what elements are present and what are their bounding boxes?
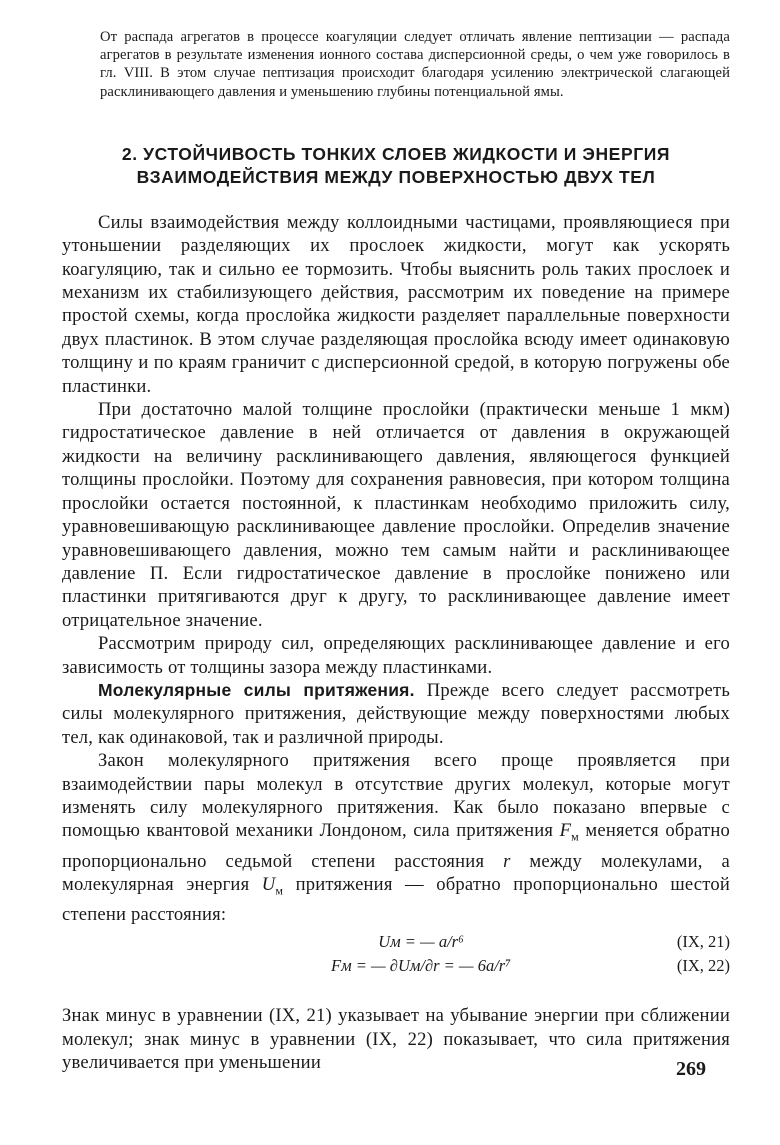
equation-formula: Fм = — ∂Uм/∂r = — 6a/r⁷ (331, 956, 511, 976)
symbol-U: U (261, 873, 276, 895)
symbol-r: r (503, 850, 511, 872)
paragraph-5-part-d: притяжения — обратно пропорционально шестой степени расстояния: (62, 873, 730, 926)
paragraph-2: При достаточно малой толщине прослойки (практически меньше 1 мкм) гидростатическое давление в ней отличается от давления в окружающей жидкости на величину расклинивающего давления, являющегося функцией толщины прослойки. Поэтому для сохранения равновесия, при котором толщина прослойки остается постоянной, к пластинкам необходимо приложить силу, уравновешивающую расклинивающее давление прослойки. Определив значение уравновешивающего давления, можно тем самым найти и расклинивающее давление П. Если гидростатическое давление в прослойке понижено или пластинки притягиваются друг к другу, то расклинивающее давление имеет отрицательное значение. (62, 399, 730, 631)
intro-note-text: От распада агрегатов в процессе коагуляции следует отличать явление пептизации — распада агрегатов в результате изменения ионного состава дисперсионной среды, о чем уже говорилось в гл. VIII. В этом случае пептизация происходит благодаря усилению электрической слагающей расклинивающего давления и уменьшению глубины потенциальной ямы. (100, 29, 730, 100)
paragraph-4 (62, 679, 730, 749)
equation-ix-21 (62, 930, 730, 954)
paragraph-4-text: Прежде всего следует рассмотреть силы молекулярного притяжения, действующие между поверхностями любых тел, как одинаковой, так и различной природы. (62, 679, 730, 748)
symbol-F: F (559, 820, 572, 842)
equation-ix-22 (62, 954, 730, 978)
symbol-U-sub: м (275, 883, 284, 898)
body-text-continued (62, 1004, 730, 1074)
paragraph-3: Рассмотрим природу сил, определяющих расклинивающее давление и его зависимость от толщины зазора между пластинками. (62, 633, 730, 678)
equation-formula: Uм = — a/r⁶ (378, 932, 464, 952)
section-heading-line2: ВЗАИМОДЕЙСТВИЯ МЕЖДУ ПОВЕРХНОСТЬЮ ДВУХ ТЕЛ (136, 166, 656, 187)
symbol-F-sub: м (571, 830, 579, 845)
intro-note (62, 28, 730, 101)
page-number: 269 (676, 1058, 706, 1080)
section-heading (62, 143, 730, 189)
paragraph-6: Знак минус в уравнении (IX, 21) указывает на убывание энергии при сближении молекул; знак минус в уравнении (IX, 22) показывает, что сила притяжения увеличивается при уменьшении (62, 1005, 730, 1074)
paragraph-5 (62, 749, 730, 926)
equations (62, 930, 730, 978)
page (62, 28, 730, 1075)
equation-number: (IX, 22) (676, 956, 730, 976)
paragraph-1: Силы взаимодействия между коллоидными частицами, проявляющиеся при утоньшении разделяющих их прослоек жидкости, могут как ускорять коагуляцию, так и сильно ее тормозить. Чтобы выяснить роль таких прослоек и механизм их стабилизующего действия, рассмотрим их поведение на примере простой схемы, когда прослойка жидкости разделяет параллельные поверхности двух пластинок. В этом случае разделяющая прослойка всюду имеет одинаковую толщину и по краям граничит с дисперсионной средой, в которую погружены обе пластинки. (62, 211, 730, 397)
section-heading-line1: 2. УСТОЙЧИВОСТЬ ТОНКИХ СЛОЕВ ЖИДКОСТИ И ЭНЕРГИЯ (121, 143, 671, 164)
paragraph-5-part-a: Закон молекулярного притяжения всего проще проявляется при взаимодействии пары молекул в отсутствие других молекул, которые могут изменять силу молекулярного притяжения. Как было показано впервые с помощью квантовой механики Лондоном, сила притяжения (62, 750, 730, 842)
subsection-title: Молекулярные силы притяжения. (98, 679, 415, 700)
paragraph-5-part-b: меняется обратно пропорционально седьмой степени расстояния (62, 820, 730, 872)
body-text (62, 211, 730, 927)
equation-number: (IX, 21) (676, 932, 730, 952)
paragraph-5-part-c: между молекулами, а молекулярная энергия (62, 850, 730, 895)
